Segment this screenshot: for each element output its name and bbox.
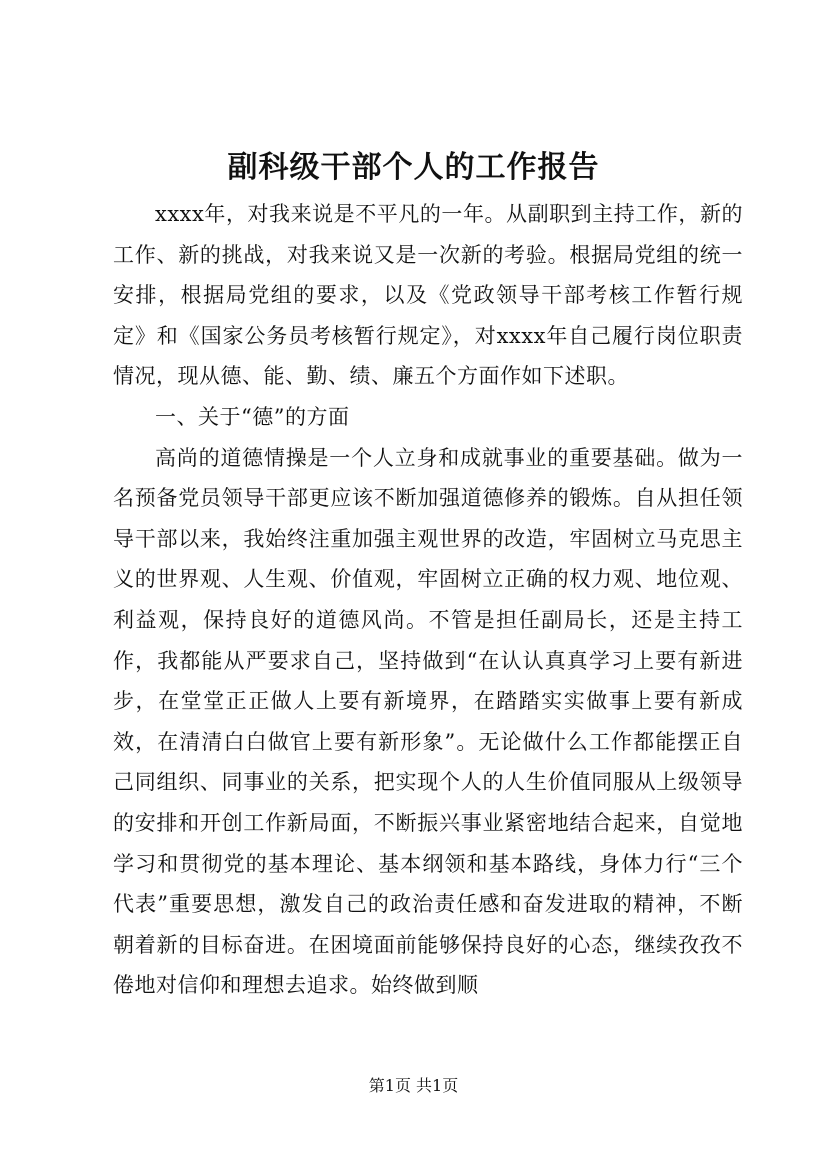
- page-number-footer: 第1页 共1页: [368, 1076, 459, 1095]
- section-heading-de: 一、关于“德”的方面: [155, 404, 350, 429]
- paragraph-de: 高尚的道德情操是一个人立身和成就事业的重要基础。做为一名预备党员领导干部更应该不断加强道德修养的锻炼。自从担任领导干部以来，我始终注重加强主观世界的改造，牢固树立马克思主义的世界观、人生观、价值观，牢固树立正确的权力观、地位观、利益观，保持良好的道德风尚。不管是担任副局长，还是主持工作，我都能从严要求自己，坚持做到“在认认真真学习上要有新进步，在堂堂正正做人上要有新境界，在踏踏实实做事上要有新成效，在清清白白做官上要有新形象”。无论做什么工作都能摆正自己同组织、同事业的关系，把实现个人的人生价值同服从上级领导的安排和开创工作新局面，不断振兴事业紧密地结合起来，自觉地学习和贯彻党的基本理论、基本纲领和基本路线，身体力行“三个代表”重要思想，激发自己的政治责任感和奋发进取的精神，不断朝着新的目标奋进。在困境面前能够保持良好的心态，继续孜孜不倦地对信仰和理想去追求。始终做到顺: [113, 445, 743, 998]
- document-body: [113, 194, 743, 1006]
- paragraph-intro: xxxx年，对我来说是不平凡的一年。从副职到主持工作，新的工作、新的挑战，对我来说又是一次新的考验。根据局党组的统一安排，根据局党组的要求，以及《党政领导干部考核工作暂行规定》和《国家公务员考核暂行规定》，对xxxx年自己履行岗位职责情况，现从德、能、勤、绩、廉五个方面作如下述职。: [113, 202, 743, 389]
- document-title: 副科级干部个人的工作报告: [227, 150, 600, 185]
